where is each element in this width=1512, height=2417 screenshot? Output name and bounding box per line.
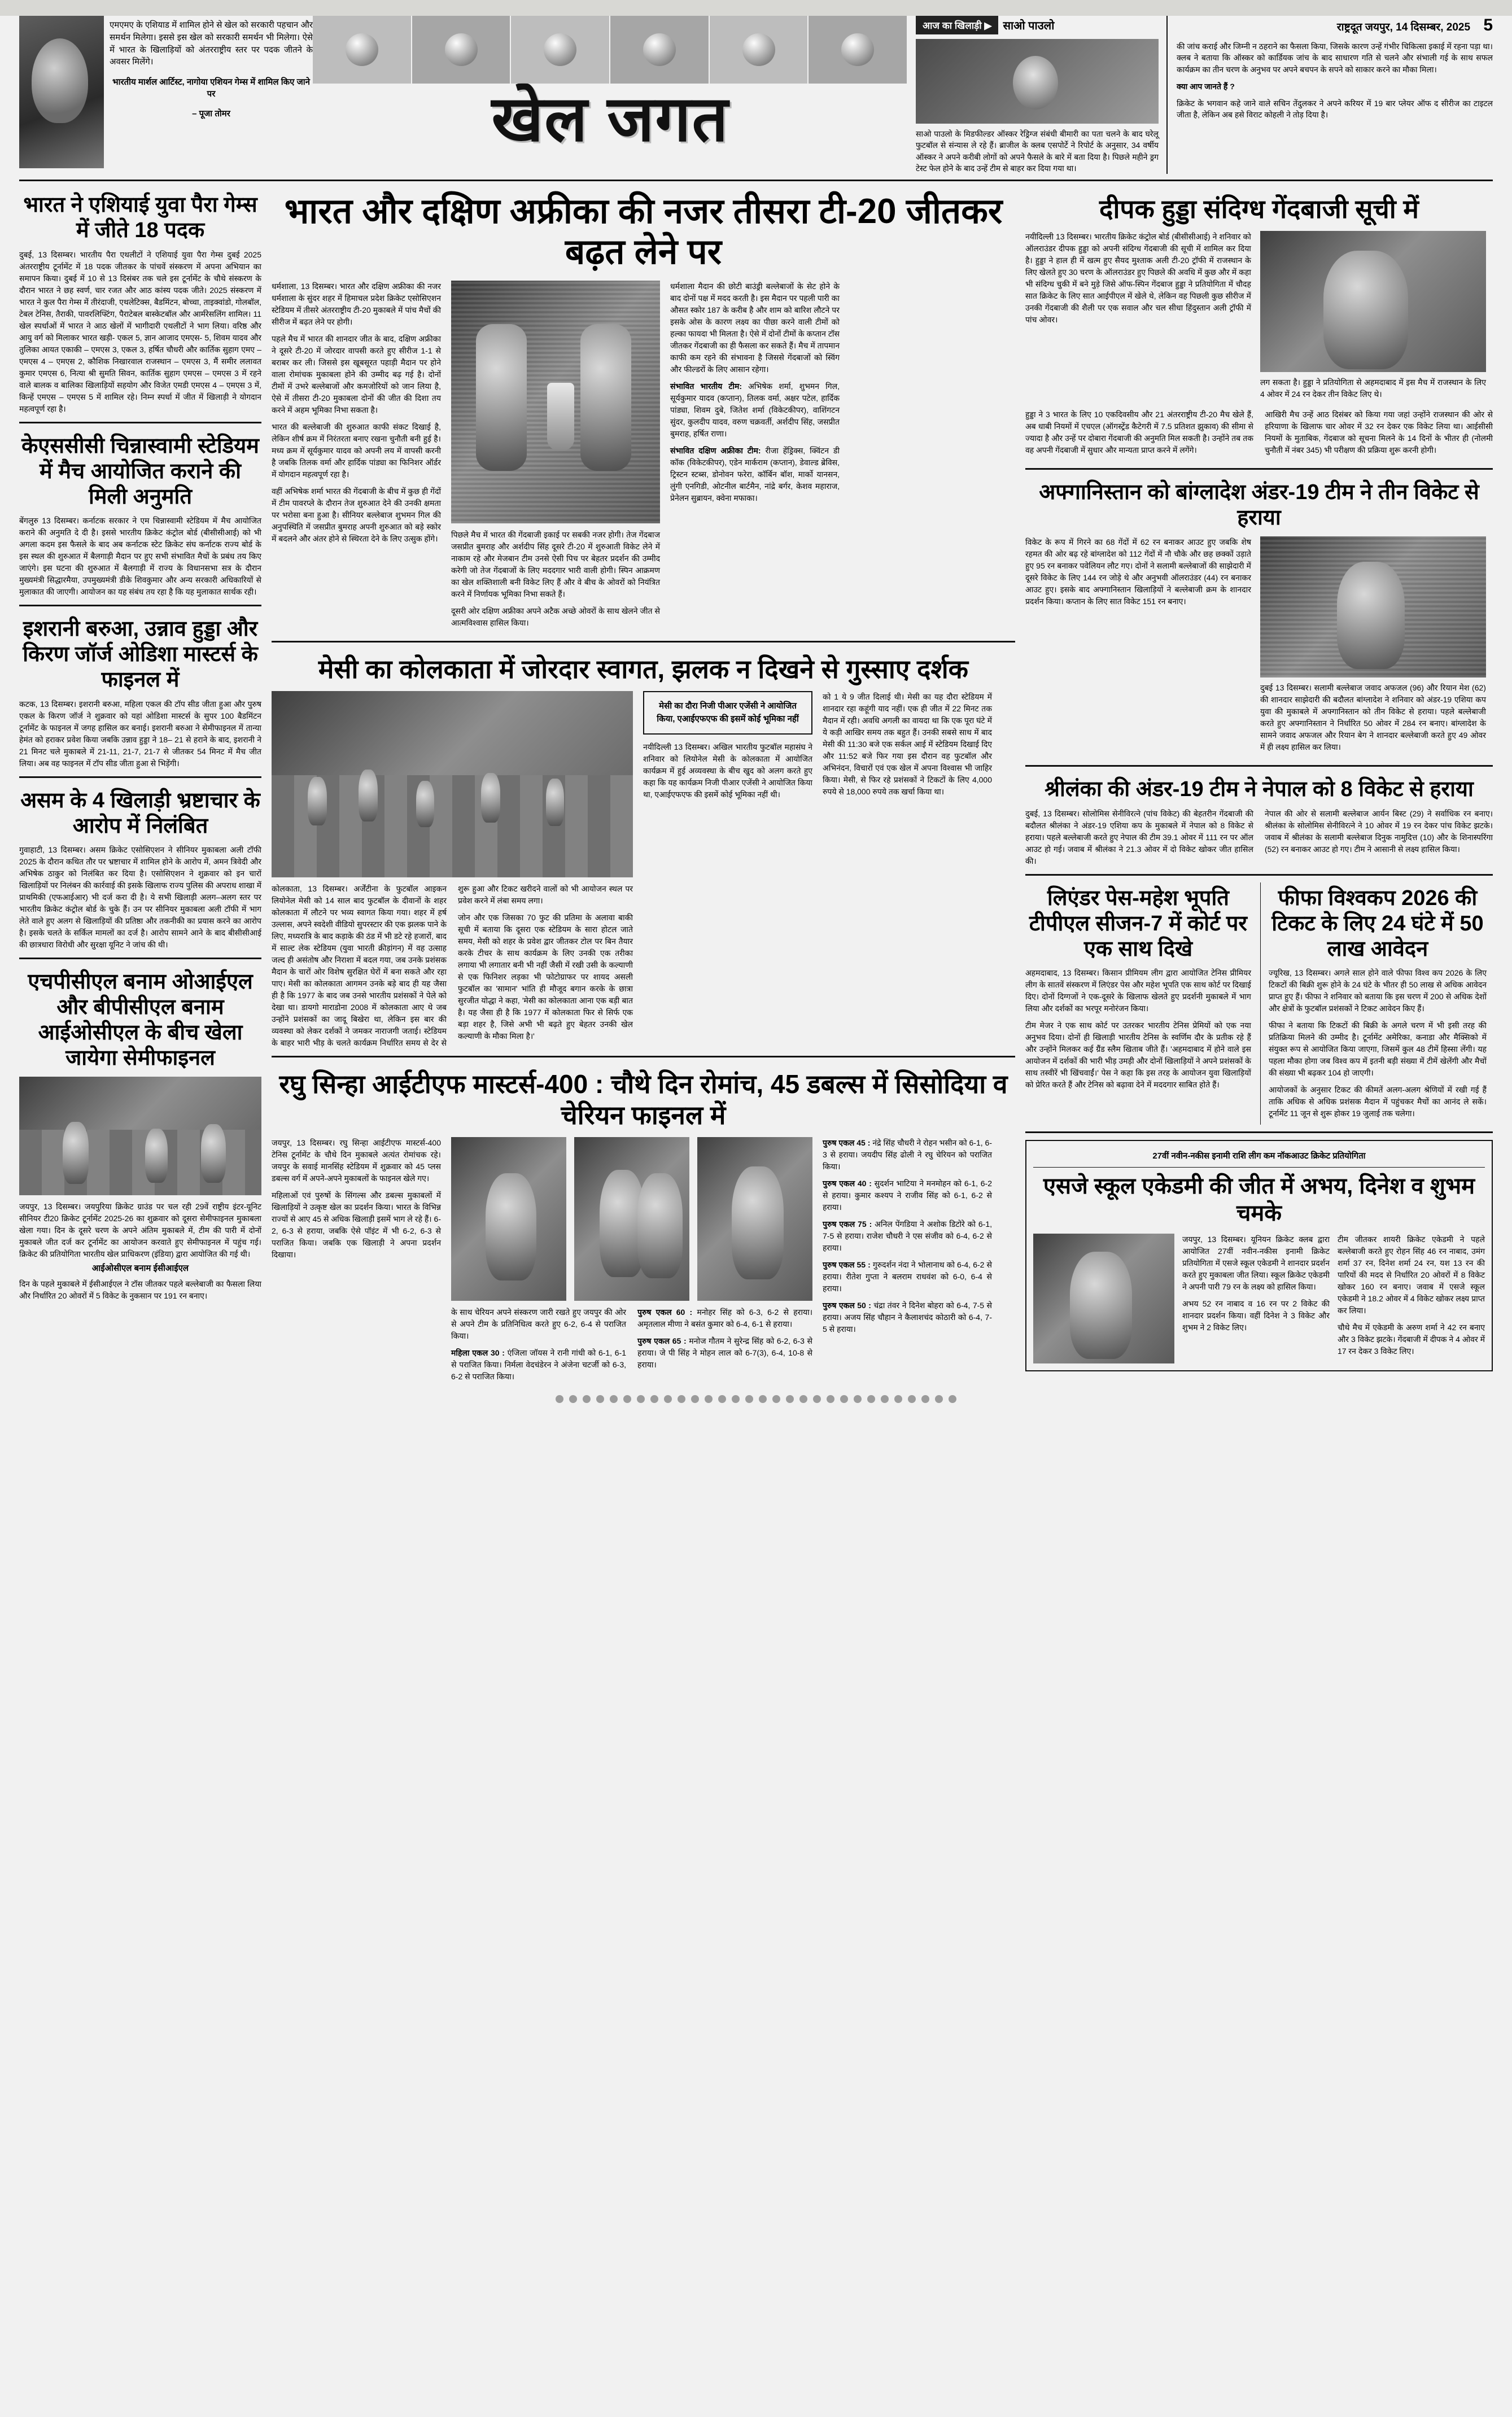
itf-para-3: के साथ चेरियन अपने संस्करण जारी रखते हुए जयपुर की ओर से अपने टीम के प्रतिनिधित्व करते हुए 6-2, 6-4 से पराजित किया। xyxy=(451,1307,626,1340)
article-body: दुबई, 13 दिसम्बर। भारतीय पैरा एथलीटों ने एशियाई युवा पैरा गेम्स दुबई 2025 अंतरराष्ट्रीय टूर्नामेंट में 18 पदक जीतकर के पांचवें संस्करण में अपना अभियान का समापन किया। दुबई में 10 से 13 दिसंबर तक चले इस टूर्नामेंट के चौथे संस्करण के दौरान भारत ने छह स्वर्ण, चार रजत और आठ कांस्य पदक जीते। 2025 संस्करण में भारत ने कुल पैरा गेम्स में तीरंदाजी, एथलेटिक्स, बैडमिंटन, बोच्चा, ताइक्वांडो, गोलबॉल, टेबल टेनिस, तैराकी, पावरलिफ्टिंग, पैराटेबल बास्केटबॉल और आर्मरेसलिंग शामिल। 11 खेल स्पर्धाओं में भारत ने आठ खेलों में भागीदारी एथलीटों ने भाग लिया। वरिष्ठ और आयु वर्ग को मिलाकर भारत खड़ी- एकल 5, ज्ञान आजाद एमएस- 5, शिवम यादव और तुलिका आयत एकाकी – एमएस 3, एकल 3, हर्षित चौधरी और कार्तिक सुहाग एमए – एमएस 4 – एमएस 2, कौशिक निखारवाल राजस्थान – एमएस 3, मैं समीर ललावत कुमार एमएस 6, नित्या श्री सुमति सिवन, कार्तिक सुहाग एमएस – एमएस 3 में रहने वाले बालक व बालिका खिलाड़ियों सहयोग और विजेत एमडी एमएस 4 – एमएस 3 में, किन्हें एमएस – एमएस 5 में शामिल रहे। निम्न स्पर्धा में जीत में खिलाड़ी ने योगदान महत्वपूर्ण रहा है। xyxy=(19,250,261,413)
article-para-games xyxy=(19,189,261,415)
article-body xyxy=(272,883,633,1049)
sl-para-1: दुबई, 13 दिसम्बर। सोलोमिस सेनीविरत्ने (पांच विकेट) की बेहतरीन गेंदबाजी की बदौलत श्रीलंका ने अंडर-19 एशिया कप के मुकाबले में नेपाल को 8 विकेट से हराया। पहले बल्लेबाजी करते हुए नेपाल की टीम 39.1 ओवर में 111 रन पर ऑल आउट हो गई। जवाब में श्रीलंका ने 21.3 ओवर में दो विकेट खोकर जीत हासिल की। xyxy=(1025,808,1253,866)
sl-para-2: नेपाल की ओर से सलामी बल्लेबाज आर्यन बिस्ट (29) ने सर्वाधिक रन बनाए। श्रीलंका के सोलोमिस सेनीविरत्ने ने 10 ओवर में 19 रन देकर पांच विकेट झटके। जवाब में श्रीलंका के सलामी बल्लेबाज दिनुक नामुदित्त (10) और के शिनास्परिंगा (52) रन बनाकर आउट हो गए। टीम ने आसानी से लक्ष्य हासिल किया। xyxy=(1264,808,1493,854)
itf-result-3-label: पुरुष एकल 40 : xyxy=(823,1178,872,1188)
masthead xyxy=(19,16,1493,181)
itf-result-5: गुरुदर्शन नंदा ने भोलानाथ को 6-4, 6-2 से हराया। रीतेश गुप्ता ने बलराम राधवंश को 6-0, 6-4 से हराया। xyxy=(823,1260,992,1293)
itf-result-2-label: पुरुष एकल 45 : xyxy=(823,1138,871,1147)
article-itf-masters xyxy=(272,1064,1015,1383)
masthead-quote-caption: भारतीय मार्शल आर्टिस्ट, नागोया एशियन गेम्स में शामिल किए जाने पर xyxy=(112,77,310,99)
team-india-list: अभिषेक शर्मा, शुभमन गिल, सूर्यकुमार यादव (कप्तान), तिलक वर्मा, अक्षर पटेल, हार्दिक पांड्या, शिवम दुबे, जितेश शर्मा (विकेटकीपर), वाशिंगटन सुंदर, कुलदीप यादव, वरुण चक्रवर्ती, अर्शदीप सिंह, जसप्रीत बुमराह, हर्षित राणा। xyxy=(670,382,840,438)
today-player-tag: आज का खिलाड़ी ▶ xyxy=(916,16,998,34)
itf-result-4: अनिल पेंगडिया ने अशोक डिटोरे को 6-1, 7-5 से हराया। राजेश चौधरी ने एस संजीव को 6-4, 6-2 से हराया। xyxy=(823,1219,993,1252)
shuttlecock-icon xyxy=(511,16,610,84)
lead-para-4: वहीं अभिषेक शर्मा भारत की गेंदबाजी के बीच में कुछ ही गेंदों में टीम पावरप्ले के दौरान तेज शुरुआत देने की उनकी क्षमता पर भरोसा बना हुआ है। सीनियर बल्लेबाज शुभमन गिल की अनुपस्थिति में जसप्रीत बुमराह अपनी शुरुआत को बड़े स्कोर में बदलने और अंतर होने से स्थिरता देने के लिए उत्सुक होंगे। xyxy=(272,487,441,543)
article-body-side xyxy=(643,741,812,801)
tpl-body xyxy=(1025,967,1251,1091)
fifa-para-2: फीफा ने बताया कि टिकटों की बिक्री के अगले चरण में भी इसी तरह की प्रतिक्रिया मिलने की उम्मीद है। टूर्नामेंट अमेरिका, कनाडा और मैक्सिको में संयुक्त रूप से आयोजित किया जाएगा, जिसमें कुल 48 टीमें हिस्सा लेंगी। यह पहला मौका होगा जब विश्व कप में इतनी बड़ी संख्या में टीमें खेलेंगी और मैचों की संख्या भी बढ़कर 104 हो जाएगी। xyxy=(1268,1021,1487,1078)
fifa-body xyxy=(1269,967,1487,1120)
hooda-para-4: आखिरी मैच उन्हें आठ दिसंबर को किया गया जहां उन्होंने राजस्थान की ओर से हरियाणा के खिलाफ चार ओवर में 32 रन देकर एक विकेट लिया था। आईसीसी नियमों के मुताबिक, गेंदबाज को सूचना मिलने के 14 दिनों के भीतर ही (नोलमी चुनौती में नंबर 345) भी परीक्षण की प्रक्रिया शुरू करनी होगी। xyxy=(1264,410,1493,455)
lead-body-col1 xyxy=(272,281,441,634)
messi-para-2: कोलकाता, 13 दिसम्बर। अर्जेंटीना के फुटबॉल आइकन लियोनेल मेसी को 14 साल बाद फुटबॉल के दीवानों के शहर कोलकाता में लौटने पर भव्य स्वागत किया गया। शहर में हर्ष उल्लास, अपने स्वदेशी वीडियो सुपरस्टार की एक झलक पाने के लिए, मध्यरात्रि के बाद कड़ाके की ठंड में भी डटे रहे हजारों, बाद में साल्ट लेक स्टेडियम (युवा भारती क्रीड़ांगन) में वह उत्साह जल्द ही असंतोष और निराशा में बदल गया, जब उनके प्रशंसक मैदान के चारों ओर विशेष सुरक्षित घेरों में बना सकते और रहा पाए। मेसी का कोलकाता आगमन उनके बड़े बाद ही यह जैसा ही है कि 1977 के बाद जब उनसे भारतीय प्रशंसकों ने पेले को देखा था। डायगो माराडोना 2008 में कोलकाता आए थे जब उन्होंने प्रशंसकों का जादू बिखेरा था, लेकिन इस बार की व्यवस्था को लेकर दर्शकों ने जमकर नाराजगी जताई। स्टेडियम के बाहर भारी भीड़ के चलते कार्यक्रम निर्धारित समय से देर से शुरू हुआ और टिकट खरीदने वालों को भी आयोजन स्थल पर प्रवेश करने में लंबा समय लगा। xyxy=(272,884,633,1048)
afg-body-col1 xyxy=(1025,536,1251,758)
article-hpcl-semifinal xyxy=(19,966,261,1301)
did-you-know-heading: क्या आप जानते हैं ? xyxy=(1177,81,1235,91)
lead-para-1: धर्मशाला, 13 दिसम्बर। भारत और दक्षिण अफ्रीका की नजर धर्मशाला के सुंदर शहर में हिमाचल प्रदेश क्रिकेट एसोसिएशन स्टेडियम में तीसरे अंतरराष्ट्रीय टी-20 मुकाबले में पांच मैचों की सीरीज में बढ़त लेने पर होगी। xyxy=(272,282,441,326)
fifa-para-3: आयोजकों के अनुसार टिकट की कीमतें अलग-अलग श्रेणियों में रखी गई हैं ताकि अधिक से अधिक प्रशंसक मैदान में पहुंचकर मैचों का आनंद ले सकें। टूर्नामेंट 11 जून से शुरू होकर 19 जुलाई तक चलेगा। xyxy=(1268,1085,1487,1118)
lead-para-3: भारत की बल्लेबाजी की शुरुआत काफी संकट दिखाई है, लेकिन शीर्ष क्रम में निरंतरता बनाए रखना चुनौती बनी हुई है। मध्य क्रम में सूर्यकुमार यादव को अपनी लय में वापसी करनी है जबकि तिलक वर्मा और हार्दिक पांड्या का फिनिशर ऑर्डर में योगदान महत्वपूर्ण रहा है। xyxy=(272,422,441,479)
cricket-ball-icon xyxy=(412,16,512,84)
sports-icon-strip xyxy=(313,16,908,84)
sl-body xyxy=(1025,808,1493,867)
article-afg-ban-u19 xyxy=(1025,477,1493,758)
afg-body-col2 xyxy=(1260,682,1486,753)
sj-photo xyxy=(1033,1234,1174,1363)
lead-body-col3 xyxy=(670,281,840,634)
itf-result-7: मनोहर सिंह को 6-3, 6-2 से हराया। अमृतलाल मीणा ने बसंत कुमार को 6-4, 6-1 से हराया। xyxy=(637,1307,812,1328)
today-player-photo xyxy=(916,39,1159,124)
itf-result-3: सुदर्शन भाटिया ने मनमोहन को 6-1, 6-2 से हराया। कुमार कश्यप ने राजीव सिंह को 6-1, 6-2 से हराया। xyxy=(823,1178,993,1212)
itf-result-7-label: पुरुष एकल 60 : xyxy=(637,1307,693,1317)
itf-photo-3 xyxy=(697,1137,812,1301)
itf-result-8: मनोज गौतम ने सुरेन्द्र सिंह को 6-2, 6-3 से हराया। जे पी सिंह ने मोहन लाल को 6-7(3), 6-4, 10-8 से हराया। xyxy=(637,1336,813,1369)
football-icon xyxy=(313,16,412,84)
today-player-name: साओ पाउलो xyxy=(1003,20,1055,32)
article-headline: श्रीलंका की अंडर-19 टीम ने नेपाल को 8 विकेट से हराया xyxy=(1045,777,1474,802)
newspaper-page xyxy=(0,16,1512,2417)
article-body: कटक, 13 दिसम्बर। इशरानी बरुआ, महिला एकल की टॉप सीड जीता हुआ और पुरुष एकल के किरण जॉर्ज ने शुक्रवार को यहां ओडिशा मास्टर्स के सुपर 100 बैडमिंटन टूर्नामेंट के फाइनल में जगह हासिल कर बनाई। इशरानी बरुआ ने सेमीफाइनल में तान्या हेमंत को हराकर प्रवेश किया जबकि उन्नाव हुड्डा ने 18– 21 से हराने के बाद, इशरानी ने 21 मिनट चले मुकाबले में 21-11, 21-7, 21-7 से जीतकर 54 मिनट में मैच जीत लिया। अब वह फाइनल में टॉप सीड जीता हुआ से भिड़ेंगी। xyxy=(19,699,261,768)
article-photo-messi xyxy=(272,691,633,877)
did-you-know-text: क्रिकेट के भगवान कहे जाने वाले सचिन तेंदुलकर ने अपने करियर में 19 बार प्लेयर ऑफ द सीरीज का टाइटल जीता है, लेकिन अब हसे विराट कोहली ने तोड़ दिया है। xyxy=(1177,99,1493,120)
article-headline: फीफा विश्वकप 2026 की टिकट के लिए 24 घंटे में 50 लाख आवेदन xyxy=(1271,886,1484,961)
itf-result-1: एंजिला जॉयस ने रानी गांधी को 6-1, 6-1 से पराजित किया। निर्मला वेदचंडेरन ने अंजेना चटर्जी को 6-3, 6-2 से पराजित किया। xyxy=(451,1348,627,1381)
basketball-icon xyxy=(610,16,710,84)
article-fifa xyxy=(1260,882,1487,1125)
article-chinnaswamy xyxy=(19,430,261,598)
article-assam-players xyxy=(19,785,261,951)
dateline-text: राष्ट्रदूत जयपुर, 14 दिसम्बर, 2025 xyxy=(1336,21,1471,33)
team-india-label: संभावित भारतीय टीम: xyxy=(670,382,742,391)
tennis-racket-icon xyxy=(710,16,809,84)
masthead-today-player xyxy=(908,16,1166,174)
masthead-quote: एमएमए के एशियाड में शामिल होने से खेल को सरकारी पहचान और समर्थन मिलेगा। इससे इस खेल को सरकारी समर्थन भी मिलेगा। ऐसे में भारत के खिलाड़ियों को अंतरराष्ट्रीय स्तर पर पदक जीतने के अवसर मिलेंगे। xyxy=(110,20,313,67)
sj-para-3: टीम जीतकर शायरी क्रिकेट एकेडमी ने पहले बल्लेबाजी करते हुए रोहन सिंह 46 रन नाबाद, उमंग शर्मा 37 रन, दिनेश शर्मा 24 रन, यश 13 रन की पारियों की मदद से निर्धारित 20 ओवरों में 8 विकेट खोकर 160 रन बनाए। जवाब में एसजे स्कूल एकेडमी ने 18.2 ओवर में 4 विकेट खोकर लक्ष्य प्राप्त कर लिया। xyxy=(1337,1234,1485,1315)
masthead-left-text xyxy=(110,16,313,174)
hooda-body-wide xyxy=(1025,409,1493,461)
dateline xyxy=(1177,16,1493,35)
hockey-stick-icon xyxy=(809,16,908,84)
messi-para-3: जोन और एक जिसका 70 फुट की प्रतिमा के अलावा बाकी सूची में बताया कि दूसरा एक स्टेडियम के सारा होटल जाते समय, मेसी को शहर के प्रवेश द्वार जीतकर टोल पर बिन तैयार करके टीचर के साथ कार्यक्रम के लिए उनकी एक तरीका लगाया भी लगातार बनी भी नहीं जैसी में रखी उसी के कल्याणी से एक फिनिशर लड़का भी फोटोग्राफर पर शायद असली फुटबॉल का 'सामान' भांति ही मौजूद बगान करके के छात्रा सुरजीत योद्धा ने कहा, 'मेसी का कोलकाता आना एक बड़ी बात है। यह जैसा ही है कि 1977 में कोलकाता फिर से सिर्फ एक बड़ा शहर है, जिसे अभी भी बढ़ते हुए बेहतर उनकी खेल कल्याणी के मौका मिला है।' xyxy=(458,913,633,1041)
itf-body-col1 xyxy=(272,1137,441,1383)
itf-result-5-label: पुरुष एकल 55 : xyxy=(823,1260,871,1269)
sj-para-1: जयपुर, 13 दिसम्बर। यूनियन क्रिकेट क्लब द्वारा आयोजित 27वीं नवीन-नकीस इनामी क्रिकेट प्रतियोगिता में एसजे स्कूल एकेडमी ने शानदार प्रदर्शन करते हुए मुकाबला जीत लिया। स्कूल क्रिकेट एकेडमी ने अपनी पारी 79 रन के लक्ष्य को हासिल किया। xyxy=(1182,1234,1330,1291)
article-body: बेंगलुरु 13 दिसम्बर। कर्नाटक सरकार ने एम चिन्नास्वामी स्टेडियम में मैच आयोजित कराने की अनुमति दे दी है। इससे भारतीय क्रिकेट कंट्रोल बोर्ड (बीसीसीआई) को भी अगला कदम इस फैसले के बाद अब कर्नाटक स्टेट क्रिकेट संघ कर्नाटक राज्य बोर्ड के इस स्थल की शुरुआत में बैलगाड़ी मैदान पर हुए सभी संभावित मैचों के प्रबंध तय किए जाएंगे। इस घटना की शुरुआत में बैलगाड़ी में राज्य के विधानसभा सत्र के दौरान मुख्यमंत्री सिद्धारमैया, उपमुख्यमंत्री डीके शिवकुमार और अन्य सरकारी अधिकारियों से मुलाकात की जाएगी। आयोजन का यह संबंध तय रहा है कि यह मुलाकात सार्थक रही। xyxy=(19,516,261,597)
team-sa-list: रीजा हेंड्रिक्स, क्विंटन डी कॉक (विकेटकीपर), एडेन मार्कराम (कप्तान), डेवाल्ड ब्रेविस, ट्रिस्टन स्टब्स, डोनोवन फरेरा, कॉर्बिन बॉश, मार्को यानसन, लुंगी एनगिडी, ओटनील बार्टमैन, नांद्रे बर्गर, केशव महाराज, प्रेनेलन सुब्रायन, क्वेना मफाका। xyxy=(670,446,840,502)
afg-para-1: विकेट के रूप में गिरने का 68 गेंदों में 62 रन बनाकर आउट हुए जबकि शेष रहमत की ओर बढ़ रहे बांग्लादेश को 112 गेंदों में नौ चौके और छह छक्कों उड़ाते हुए 95 रन बनाकर पवेलियन लौट गए। दोनों ने सलामी बल्लेबाजों की साझेदारी में दूसरे विकेट के लिए 144 रन जोड़े थे और अनुभवी ऑलराउंडर (44) रन बनाकर आउट हुए। इसके बाद अफ्गानिस्तान खिलाड़ियों ने बल्लेबाजी क्रम के शानदार प्रदर्शन किया। कप्तान के लिए सात विकेट 151 रन बनाए। xyxy=(1025,537,1251,606)
hooda-para-3: हुड्डा ने 3 भारत के लिए 10 एकदिवसीय और 21 अंतरराष्ट्रीय टी-20 मैच खेले हैं, अब धाबी नियमों में एचएल (ऑगस्ट्रेंड कैटेगरी में 7.5 प्रतिशत झुकाव) की सीमा से ज्यादा है और उन्हें पर दोबारा गेंदबाजी की अनुमति मिल सकती है। उन्होंने तब तक वह अपनी गेंदबाजी में सुधार और मान्यता प्राप्त करने में लगेंगे। xyxy=(1025,410,1253,455)
itf-result-8-label: पुरुष एकल 65 : xyxy=(637,1336,687,1345)
itf-results-col xyxy=(823,1137,992,1383)
messi-sidebox: मेसी का दौरा निजी पीआर एजेंसी ने आयोजित किया, एआईएफएफ की इसमें कोई भूमिका नहीं xyxy=(643,691,812,735)
masthead-right-text-1: की जांच कराई और जिम्नी न ठहराने का फैसला किया, जिसके कारण उन्हें गंभीर चिकित्सा इकाई में रहना पड़ा था। क्लब ने बताया कि ऑस्कर को कार्डियक जांच के बाद साधारण गति से चलने और संभाली गई के साथ सफल कार्यक्रम का तीन चरण के अनुभव पर अपने बचपन के सपने को साकार करने का मौका मिला। xyxy=(1177,42,1493,74)
masthead-left xyxy=(19,16,313,174)
itf-result-6-label: पुरुष एकल 50 : xyxy=(823,1300,871,1310)
column-center xyxy=(272,189,1015,1383)
lead-body-col2 xyxy=(451,529,660,629)
masthead-quote-byline: – पूजा तोमर xyxy=(192,109,230,119)
team-sa-label: संभावित दक्षिण अफ्रीका टीम: xyxy=(670,446,761,455)
article-sj-school xyxy=(1025,1140,1493,1371)
itf-photo-2 xyxy=(574,1137,689,1301)
article-body-2: दिन के पहले मुकाबले में ईसीआईएल ने टॉस जीतकर पहले बल्लेबाजी का फैसला लिया और निर्धारित 20 ओवरों में 5 विकेट के नुकसान पर 191 रन बनाए। xyxy=(19,1279,261,1300)
logo-title: खेल जगत xyxy=(491,83,729,154)
article-headline: एचपीसीएल बनाम ओआईएल और बीपीसीएल बनाम आईओसीएल के बीच खेला जायेगा सेमीफाइनल xyxy=(28,970,253,1070)
lead-photo-trophy xyxy=(451,281,660,523)
article-headline: दीपक हुड्डा संदिग्ध गेंदबाजी सूची में xyxy=(1099,194,1419,224)
article-body: गुवाहाटी, 13 दिसम्बर। असम क्रिकेट एसोसिएशन ने सीनियर मुकाबला अली टॉफी 2025 के दौरान कथित तौर पर भ्रष्टाचार में शामिल होने के आरोप में, अमन त्रिवेदी और अभिषेक ठाकुर को निलंबित कर दिया है। एसोसिएशन ने शुक्रवार को इन चारों खिलाड़ियों पर निलंबन की कार्रवाई की इसके खिलाफ राज्य पुलिस की अपराध शाखा में प्राथमिकी (एफआईआर) भी दर्ज करा दी है। ये सभी खिलाड़ी अलग–अलग स्तर पर भारतीय क्रिकेट कंट्रोल बोर्ड के चुके हैं। उन पर सीनियर मुकाबला अली टॉफी में भाग लेते वाले हुए अलग से खिलाड़ियों की प्रतिष्ठा और तकनीकी का प्रयास करने का आरोप है। इसके चलते के सर्किल मामलों का दर्ज है। आरोप सामने आने के बाद बीसीसीआई की छात्रधारा विरोधी और सुरक्षा यूनिट ने जांच की थी। xyxy=(19,845,261,950)
sj-body-col2 xyxy=(1338,1234,1485,1363)
lead-headline: भारत और दक्षिण अफ्रीका की नजर तीसरा टी-20 जीतकर बढ़त लेने पर xyxy=(284,192,1003,272)
masthead-right xyxy=(1166,16,1493,174)
page-number: 5 xyxy=(1483,16,1493,34)
tpl-para-2: टीम मेजर ने एक साथ कोर्ट पर उतरकर भारतीय टेनिस प्रेमियों को एक नया अनुभव दिया। दोनों ही खिलाड़ी भारतीय टेनिस के स्वर्णिम दौर के प्रतीक रहे हैं और उन्होंने मिलकर कई ग्रैंड स्लैम खिताब जीते हैं। 'अहमदाबाद में होने वाले इस आयोजन में दर्शकों की भारी भीड़ उमड़ी और दोनों खिलाड़ियों ने अपने प्रशंसकों के साथ तस्वीरें भी खिंचवाईं।' पेस ने कहा कि इस तरह के आयोजन युवा खिलाड़ियों को प्रेरित करते हैं और टेनिस को बढ़ावा देने में मददगार साबित होते हैं। xyxy=(1025,1021,1251,1090)
lead-para-6: दूसरी ओर दक्षिण अफ्रीका अपने अटैक अच्छे ओवरों के साथ खेलने जीत से आत्मविश्वास हासिल किया। xyxy=(451,606,660,627)
masthead-logo xyxy=(313,16,908,174)
two-story-row xyxy=(1025,882,1493,1125)
hooda-para-1: नयीदिल्ली 13 दिसम्बर। भारतीय क्रिकेट कंट्रोल बोर्ड (बीसीसीआई) ने शनिवार को ऑलराउंडर दीपक हुड्डा को अपनी संदिग्ध गेंदबाजी की सूची में शामिल कर दिया है। हुड्डा ने हाल ही में खत्म हुए सैयद मुश्ताक अली टी-20 ट्रॉफी में राजस्थान के लिए खेलते हुए 30 चरण के ऑलराउंडर हुए पिछले की अवधि में कुछ और में कहा भी संदिग्ध चुकी में बने मुड़े जिसे ऑफ-स्पिन गेंदबाज हुड्डा ने प्रतियोगिता में चौदह सात क्रिकेट के लिए सात आईपीएल में खेले थे, लेकिन वह पिछली कुछ सीरीज में उनकी गेंदबाजी की शैली पर एक सवाल और चल सीधा हिंदुस्तान अली ट्रॉफी में पांच ओवर। xyxy=(1025,232,1251,325)
column-left xyxy=(19,189,261,1383)
article-headline: भारत ने एशियाई युवा पैरा गेम्स में जीते 18 पदक xyxy=(23,193,257,243)
afg-para-2: दुबई 13 दिसम्बर। सलामी बल्लेबाज जवाद अफजल (96) और रियान मेश (62) की शानदार साझेदारी की बदौलत बांग्लादेश ने शनिवार को अंडर-19 एशिया कप युवा की मुकाबले में अफ्गानिस्तान को तीन विकेट से हराया। पहले बल्लेबाजी करते हुए अफ्गानिस्तान ने निर्धारित 50 ओवर में 284 रन बनाए। बांग्लादेश के सामने जवाद अफजल और रियान बेग ने शानदार बल्लेबाजी करते हुए 49 ओवर में ही लक्ष्य हासिल कर लिया। xyxy=(1260,683,1486,752)
itf-result-6: चंद्रा तंवर ने दिनेश बोहरा को 6-4, 7-5 से हराया। अजय सिंह चौहान ने कैलाशचंद कोठारी को 6-4, 7-5 से हराया। xyxy=(823,1300,992,1334)
article-body-last xyxy=(823,691,992,1049)
article-subhead: आईओसीएल बनाम ईसीआईएल xyxy=(91,1263,189,1273)
article-sl-nepal-u19 xyxy=(1025,773,1493,867)
article-body: जयपुर, 13 दिसम्बर। जयपुरिया क्रिकेट ग्राउंड पर चल रही 29वें राष्ट्रीय इंटर-यूनिट सीनियर टी20 क्रिकेट टूर्नामेंट 2025-26 का शुक्रवार को दूसरा सेमीफाइनल मुकाबला खेला गया। दिन के दूसरे चरण के अपने अंतिम मुकाबले में, टीम की पारी में दोनों मुकाबले जीत दर्ज कर टूर्नामेंट का आयोजन करवाते हुए सेमीफाइनल में पहुंच गई। क्रिकेट की प्रतियोगिता भारतीय खेल प्राधिकरण (इंडिया) द्वारा आयोजित की गई थी। xyxy=(19,1201,261,1258)
itf-para-1: जयपुर, 13 दिसम्बर। रघु सिन्हा आईटीएफ मास्टर्स-400 टेनिस टूर्नामेंट के चौथे दिन मुकाबले अत्यंत रोमांचक रहे। जयपुर के सवाई मानसिंह स्टेडियम में शुक्रवार को 45 प्लस डबल्स वर्ग में अपने-अपने मुकाबलों के फाइनल खेले गए। xyxy=(272,1138,441,1183)
today-player-bar xyxy=(916,16,1159,34)
masthead-athlete-photo xyxy=(19,16,104,168)
article-ind-vs-sa xyxy=(272,189,1015,634)
hooda-para-2: लग सकता है। हुड्डा ने प्रतियोगिता से अहमदाबाद में इस मैच में राजस्थान के लिए 4 ओवर में 24 रन देकर तीन विकेट लिए थे। xyxy=(1260,378,1486,399)
article-headline: रघु सिन्हा आईटीएफ मास्टर्स-400 : चौथे दिन रोमांच, 45 डबल्स में सिसोदिया व चेरियन फाइनल में xyxy=(279,1069,1008,1130)
sj-para-4: चौथे मैच में एकेडमी के अरुण शर्मा ने 42 रन बनाए और 3 विकेट झटके। गेंदबाजी में दीपक ने 4 ओवर में 17 रन देकर 3 विकेट लिए। xyxy=(1337,1322,1485,1356)
lead-para-7: धर्मशाला मैदान की छोटी बाउंड्री बल्लेबाजों के सेट होने के बाद दोनों पक्ष में मदद करती है। इस मैदान पर पहली पारी का औसत स्कोर 187 के करीब है और शाम को बारिश लौटने पर इसके ओस के कारण लक्ष्य का पीछा करने वाली टीमों को हल्का फायदा भी मिलता है। ऐसे में दोनों टीमों के कप्तान टॉस जीतकर गेंदबाजी का ही फैसला कर सकते हैं। मैच में तापमान काफी कम रहने की संभावना है जिससे गेंदबाजों को स्विंग और फील्डरों के लिए आसान रहेगा। xyxy=(670,282,840,374)
article-tpl xyxy=(1025,882,1251,1125)
article-messi-kolkata xyxy=(272,649,1015,1049)
sj-kicker: 27वीं नवीन-नकीस इनामी राशि लीग कम नॉकआउट क्रिकेट प्रतियोगिता xyxy=(1152,1151,1366,1161)
lead-para-5: पिछले मैच में भारत की गेंदबाजी इकाई पर सबकी नजर होगी। तेज गेंदबाज जसप्रीत बुमराह और अर्शदीप सिंह दूसरे टी-20 में शुरुआती विकेट लेने में नाकाम रहे और मेजबान टीम उनसे ऐसी पिच पर बेहतर प्रदर्शन की उम्मीद करेगी जो तेज गेंदबाजों के लिए मददगार भारी वाली होगी। स्पिन आक्रमण का खेल शक्तिशाली बनी विकेट लिए हैं और वे बीच के ओवरों को नियंत्रित करने में निर्णायक भूमिका निभा सकते हैं। xyxy=(451,530,660,598)
article-headline: अफ्गानिस्तान को बांग्लादेश अंडर-19 टीम ने तीन विकेट से हराया xyxy=(1039,480,1479,530)
hooda-photo xyxy=(1260,231,1486,372)
sj-body-col1 xyxy=(1182,1234,1330,1363)
afg-photo xyxy=(1260,536,1486,678)
article-headline: मेसी का कोलकाता में जोरदार स्वागत, झलक न दिखने से गुस्साए दर्शक xyxy=(318,654,969,684)
article-headline: एसजे स्कूल एकेडमी की जीत में अभय, दिनेश व शुभम चमके xyxy=(1043,1174,1475,1226)
column-right xyxy=(1025,189,1493,1383)
hooda-body-col1 xyxy=(1025,231,1251,405)
lead-para-2: पहले मैच में भारत की शानदार जीत के बाद, दक्षिण अफ्रीका ने दूसरे टी-20 में जोरदार वापसी करते हुए सीरीज 1-1 से बराबर कर ली। जिससे इस खूबसूरत पहाड़ी मैदान पर होने वाला रोमांचक मुकाबला होने की उम्मीद बढ़ गई है। दोनों टीमों में उभरे बल्लेबाजों और कमजोरियों को जान लिया है, ऐसे में तीसरा टी-20 मुकाबला दोनों की जीत की दिशा तय करने में अहम भूमिका निभा सकता है। xyxy=(272,334,441,414)
itf-result-4-label: पुरुष एकल 75 : xyxy=(823,1219,872,1229)
page-footer-dots xyxy=(0,1383,1512,1409)
itf-para-2: महिलाओं एवं पुरुषों के सिंगल्स और डबल्स मुकाबलों में खिलाड़ियों ने उत्कृष्ट खेल का प्रदर्शन किया। भारत के विभिन्न राज्यों से आए 45 से अधिक खिलाड़ी इसमें भाग ले रहे हैं। 6-2, 6-3 से हराया, जबकि ऐसे पॉइंट में भी 6-2, 6-3 से पराजित किया। जबकि एक खिलाड़ी ने अपना प्रदर्शन दिखाया। xyxy=(272,1190,441,1259)
itf-result-1-label: महिला एकल 30 : xyxy=(451,1348,505,1357)
tpl-para-1: अहमदाबाद, 13 दिसम्बर। किसान प्रीमियम लीग द्वारा आयोजित टेनिस प्रीमियर लीग के सातवें संस्करण में लिएंडर पेस और महेश भूपति एक साथ कोर्ट पर दिखाई दिए। दोनों दिग्गजों ने एक-दूसरे के खिलाफ खेलते हुए प्रदर्शनी मुकाबले में भाग लिया और दर्शकों का भरपूर मनोरंजन किया। xyxy=(1025,968,1251,1013)
hooda-body-col2 xyxy=(1260,377,1486,400)
sj-para-2: अभय 52 रन नाबाद व 16 रन पर 2 विकेट की शानदार प्रदर्शन किया। वहीं दिनेश ने 3 विकेट और शुभम ने 2 विकेट लिए। xyxy=(1182,1299,1330,1332)
fifa-para-1: ज्यूरिख, 13 दिसम्बर। अगले साल होने वाले फीफा विश्व कप 2026 के लिए टिकटों की बिक्री शुरू होने के 24 घंटे के भीतर ही 50 लाख से अधिक आवेदन प्राप्त हुए हैं। फीफा ने शनिवार को बताया कि इस चरण में 200 से अधिक देशों और क्षेत्रों के फुटबॉल प्रशंसकों ने टिकट आवेदन किए हैं। xyxy=(1268,968,1487,1013)
article-photo xyxy=(19,1077,261,1195)
messi-para-1: नयीदिल्ली 13 दिसम्बर। अखिल भारतीय फुटबॉल महासंघ ने शनिवार को लियोनेल मेसी के कोलकाता में आयोजित कार्यक्रम में हुई अव्यवस्था के बीच खुद को अलग करते हुए कहा कि यह कार्यक्रम निजी पीआर एजेंसी ने आयोजित किया था, एआईएफएफ की इसमें कोई भूमिका नहीं थी। xyxy=(643,742,812,799)
messi-para-4: को 1 ये 9 जीत दिलाई थी। मेसी का यह दौरा स्टेडियम में शानदार रहा कहूंगी याद नहीं। एक ही जीत में 22 मिनट तक मैदान में रही। अवधि अगली का वायदा था कि एक पूरा घंटे में ये कड़ी आखिर समय तक बहुत हैं। उनकी सबसे साथ में बाद मेसी की 11:30 बजे एक सर्कल आई में स्टेडियम दिखाई दिए और 11:52 बजे फिर गया इस दौरान वह फुटबॉल और अभिनंदन, विचारों एवं एक खेल में अपना विश्वास भी जाहिर किया। मेसी, से फिर रहे प्रशंसकों ने टिकटों के लिए 4,000 रुपये से 18,000 रुपये तक खर्चा किया था। xyxy=(823,692,992,797)
itf-result-2: नंद्रे सिंह चौधरी ने रोहन भसीन को 6-1, 6-3 से हराया। जयदीप सिंह ढोली ने रघु चेरियन को पराजित किया। xyxy=(823,1138,992,1171)
itf-photo-1 xyxy=(451,1137,566,1301)
article-headline: केएससीसी चिन्नास्वामी स्टेडियम में मैच आयोजित कराने की मिली अनुमति xyxy=(21,434,259,509)
article-headline: असम के 4 खिलाड़ी भ्रष्टाचार के आरोप में निलंबित xyxy=(20,788,260,838)
content-columns xyxy=(19,189,1493,1383)
article-headline: लिएंडर पेस-महेश भूपति टीपीएल सीजन-7 में कोर्ट पर एक साथ दिखे xyxy=(1029,886,1247,961)
article-hooda xyxy=(1025,189,1493,461)
article-headline: इशरानी बरुआ, उन्नाव हुड्डा और किरण जॉर्ज ओडिशा मास्टर्स के फाइनल में xyxy=(23,617,258,692)
today-player-text: साओ पाउलो के मिडफील्डर ऑस्कर रेड्रिग्ज संबंधी बीमारी का पता चलने के बाद घरेलू फुटबॉल से संन्यास ले रहे हैं। ब्राजील के क्लब एसपोर्टे ने रिपोर्ट के अनुसार, 34 वर्षीय ऑस्कर ने अपने करीबी लोगों को अपने फैसले के बारे में बता दिया है। पिछले महीने ड्रग टेस्ट फेल होने के बाद उन्हें टीम से बाहर कर दिया गया था। xyxy=(916,129,1159,173)
itf-body-under-photos xyxy=(451,1306,812,1383)
article-odisha-masters xyxy=(19,613,261,769)
